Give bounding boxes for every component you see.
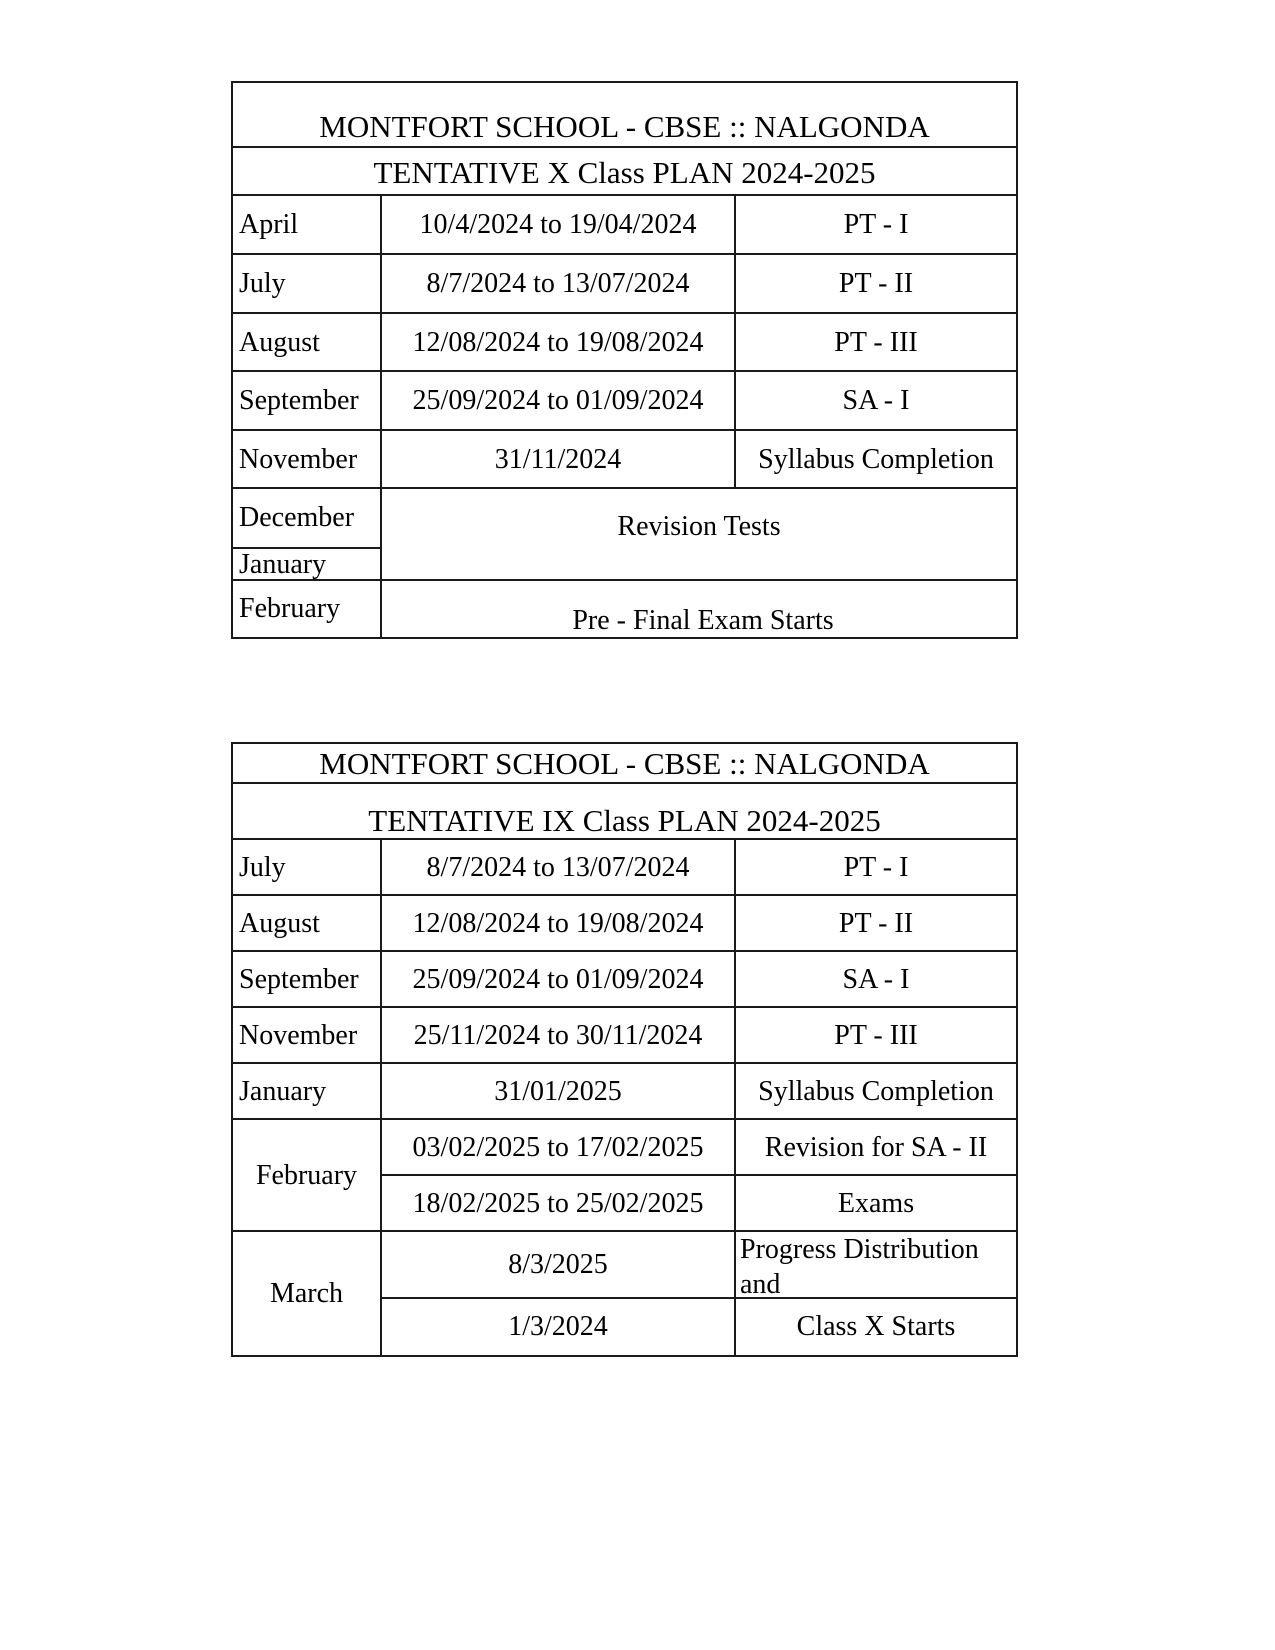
dates-cell: 1/3/2024	[508, 1311, 608, 1342]
event-cell: PT - III	[834, 1019, 918, 1051]
event-cell: PT - II	[838, 268, 914, 299]
month-cell: November	[239, 1019, 358, 1051]
dates-cell: 31/11/2024	[494, 443, 622, 475]
month-cell: September	[239, 385, 359, 416]
month-cell: November	[239, 443, 358, 475]
dates-cell: 10/4/2024 to 19/04/2024	[419, 209, 697, 240]
month-cell: September	[239, 963, 359, 995]
event-cell: PT - I	[843, 209, 909, 240]
dates-cell: 03/02/2025 to 17/02/2025	[412, 1131, 704, 1163]
plan-title: TENTATIVE X Class PLAN 2024-2025	[373, 154, 876, 190]
month-cell: July	[239, 851, 286, 883]
month-cell: February	[255, 1159, 358, 1191]
event-cell: Exams	[837, 1187, 915, 1219]
dates-cell: 25/09/2024 to 01/09/2024	[412, 963, 704, 995]
dates-cell: 25/09/2024 to 01/09/2024	[412, 385, 704, 416]
dates-cell: 8/7/2024 to 13/07/2024	[426, 268, 690, 299]
event-cell: Syllabus Completion	[758, 443, 994, 475]
dates-cell: 12/08/2024 to 19/08/2024	[412, 326, 704, 358]
plan-title: TENTATIVE IX Class PLAN 2024-2025	[368, 803, 881, 838]
event-line: and	[740, 1269, 781, 1300]
month-cell: April	[239, 209, 299, 240]
revision-tests-cell: Revision Tests	[617, 511, 781, 542]
month-cell: January	[239, 1075, 327, 1107]
event-cell: PT - II	[838, 907, 914, 939]
school-title: MONTFORT SCHOOL - CBSE :: NALGONDA	[319, 746, 930, 781]
month-cell: August	[239, 326, 320, 358]
prefinal-exam-cell: Pre - Final Exam Starts	[572, 605, 834, 636]
month-cell: August	[239, 907, 320, 939]
dates-cell: 18/02/2025 to 25/02/2025	[412, 1187, 704, 1219]
event-cell: SA - I	[842, 963, 910, 995]
event-cell: Class X Starts	[796, 1311, 956, 1342]
event-cell: PT - I	[843, 851, 909, 883]
month-cell: December	[239, 502, 355, 533]
month-cell: January	[239, 548, 327, 580]
table-border	[1016, 742, 1018, 1357]
event-cell: Syllabus Completion	[758, 1075, 994, 1107]
event-cell	[736, 1232, 1016, 1298]
dates-cell: 8/3/2025	[508, 1249, 608, 1280]
dates-cell: 12/08/2024 to 19/08/2024	[412, 907, 704, 939]
school-title: MONTFORT SCHOOL - CBSE :: NALGONDA	[319, 108, 930, 144]
event-cell: SA - I	[842, 385, 910, 416]
dates-cell: 8/7/2024 to 13/07/2024	[426, 851, 690, 883]
event-cell: PT - III	[834, 326, 918, 358]
dates-cell: 31/01/2025	[494, 1075, 622, 1107]
month-cell: March	[269, 1278, 344, 1309]
event-line: Progress Distribution	[740, 1234, 979, 1265]
dates-cell: 25/11/2024 to 30/11/2024	[413, 1019, 703, 1051]
month-cell: July	[239, 268, 286, 299]
month-cell: February	[239, 593, 341, 624]
event-cell: Revision for SA - II	[764, 1131, 988, 1163]
